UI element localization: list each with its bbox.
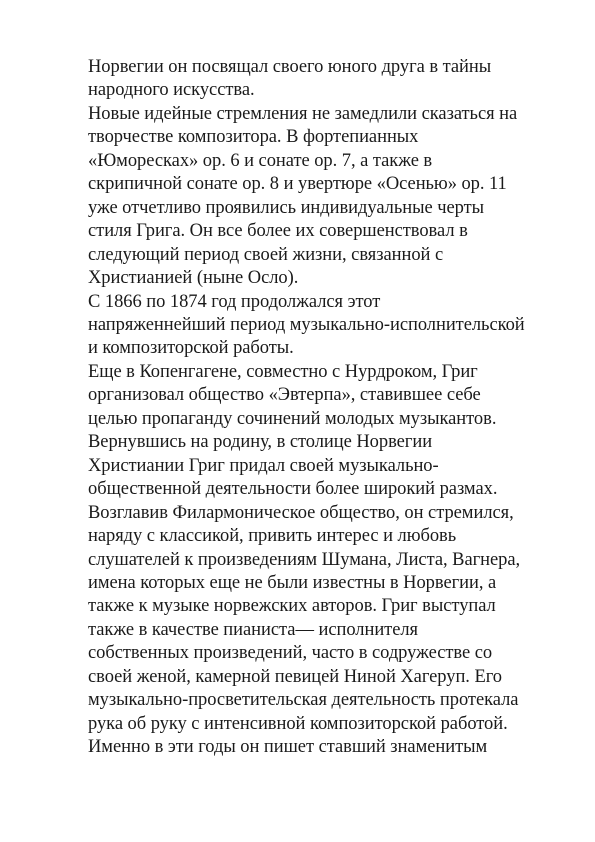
text-line: общественной деятельности более широкий размах. xyxy=(88,479,498,500)
text-line: целью пропаганду сочинений молодых музыкантов. xyxy=(88,408,497,429)
body-text xyxy=(88,56,568,760)
text-line: стиля Грига. Он все более их совершенствовал в xyxy=(88,221,468,242)
text-line: напряженнейший период музыкально-исполнительской xyxy=(88,314,525,335)
text-line: Норвегии он посвящал своего юного друга в тайны xyxy=(88,57,492,77)
text-line: Христиании Григ придал своей музыкально- xyxy=(88,455,439,476)
text-line: организовал общество «Эвтерпа», ставившее себе xyxy=(88,385,481,406)
text-line: Новые идейные стремления не замедлили сказаться на xyxy=(88,103,518,124)
text-line: своей женой, камерной певицей Ниной Хагеруп. Его xyxy=(88,666,502,687)
text-line: творчестве композитора. В фортепианных xyxy=(88,127,419,148)
text-line: слушателей к произведениям Шумана, Листа, Вагнера, xyxy=(88,549,521,570)
text-line: Возглавив Филармоническое общество, он стремился, xyxy=(88,502,514,523)
text-line: «Юморесках» ор. 6 и сонате ор. 7, а также в xyxy=(88,150,433,171)
text-line: собственных произведений, часто в содружестве со xyxy=(88,643,493,664)
text-line: музыкально-просветительская деятельность протекала xyxy=(88,690,519,711)
text-line: также в качестве пианиста— исполнителя xyxy=(88,619,419,640)
text-line: рука об руку с интенсивной композиторской работой. xyxy=(88,713,508,734)
text-line: и композиторской работы. xyxy=(88,338,294,359)
text-line: следующий период своей жизни, связанной с xyxy=(88,244,444,265)
text-line: наряду с классикой, привить интерес и любовь xyxy=(88,526,457,547)
text-line: скрипичной сонате ор. 8 и увертюре «Осенью» ор. 11 xyxy=(88,174,507,195)
text-line: народного искусства. xyxy=(88,80,255,101)
text-line: уже отчетливо проявились индивидуальные черты xyxy=(88,197,484,218)
text-line: Еще в Копенгагене, совместно с Нурдроком, Григ xyxy=(88,361,478,382)
text-line: имена которых еще не были известны в Норвегии, а xyxy=(88,572,497,593)
text-line: Вернувшись на родину, в столице Норвегии xyxy=(88,432,433,453)
text-line: Именно в эти годы он пишет ставший знаменитым xyxy=(88,737,488,758)
text-line: С 1866 по 1874 год продолжался этот xyxy=(88,291,381,312)
text-line: Христианией (ныне Осло). xyxy=(88,268,299,289)
text-line: также к музыке норвежских авторов. Григ выступал xyxy=(88,596,496,617)
